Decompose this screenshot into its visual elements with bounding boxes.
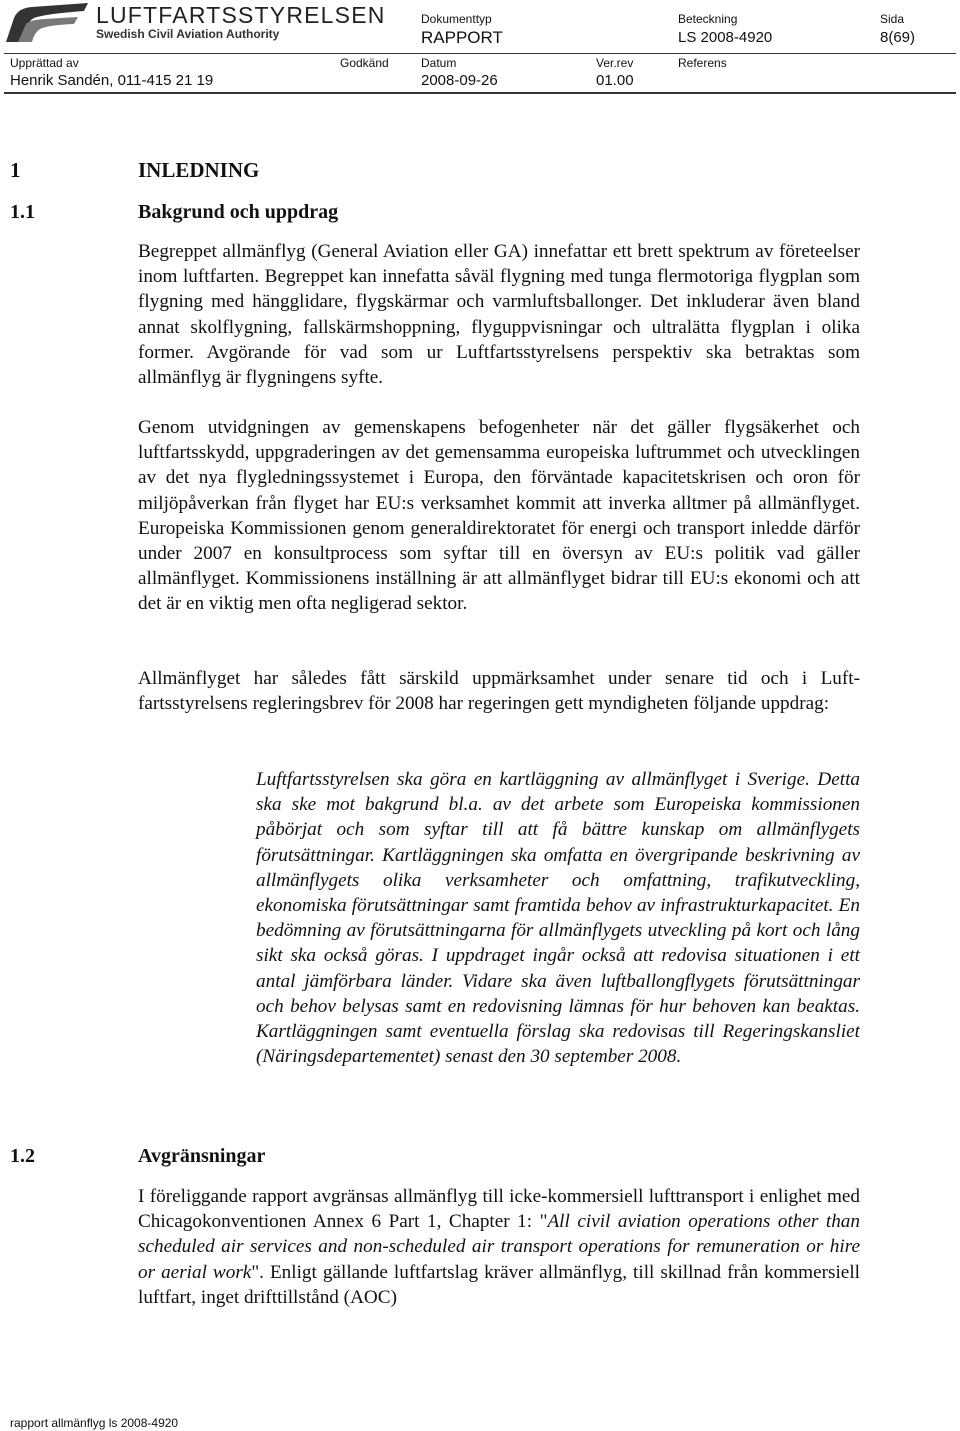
godkand-label: Godkänd <box>340 56 389 70</box>
paragraph-4-text-end: ". Enligt gällande luftfartslag kräver allmänflyg, till skillnad från kommersiell luftfart, inget drifttillstånd (AOC) <box>138 1261 860 1308</box>
paragraph-2: Genom utvidgningen av gemenskapens befogenheter när det gäller flygsäkerhet och luftfartsskydd, uppgraderingen av det gemensamma europeiska luftrummet och utvecklingen av det nya flygledningssystemet i Europa, den förväntade kapacitetskrisen och oron för miljöpåverkan från flyget har EU:s verksamhet kommit att inverka alltmer på allmänflyget. Europeiska Kommissionen genom generaldirektoratet för energi och transport inledde därför under 2007 en konsultprocess som syftar till en översyn av EU:s politik vad gäller allmänflyget. Kommissionens inställning är att allmänflyget bidrar till EU:s ekonomi och att det är en viktig men ofta negligerad sektor. <box>138 417 860 615</box>
paragraph-1: Begreppet allmänflyg (General Aviation eller GA) innefattar ett brett spektrum av företeelser inom luftfarten. Begreppet kan innefatta såväl flygning med tunga flermotoriga flygplan som flygning med hängglidare, flygskärmar och varmluftsballonger. Det inkluderar även bland annat skolflygning, fallskärmshoppning, flyguppvisningar och ultralätta flygplan i olika former. Avgörande för vad som ur Luftfartsstyrelsens perspektiv ska betraktas som allmänflyg är flygningens syfte. <box>138 241 860 389</box>
paragraph-4 <box>138 1184 860 1310</box>
section-1-1-title: Bakgrund och uppdrag <box>138 201 339 223</box>
paragraph-3: Allmänflyget har således fått särskild uppmärksamhet under senare tid och i Luftfartsstyrelsens regleringsbrev för 2008 har regeringen gett myndigheten följande uppdrag: <box>138 668 860 715</box>
beteckning-label: Beteckning <box>678 12 738 26</box>
sida-label: Sida <box>880 12 905 26</box>
heading-1-number: 1 <box>10 158 21 182</box>
agency-logo <box>4 2 404 44</box>
dokumenttyp-value: RAPPORT <box>421 28 503 47</box>
agency-name: LUFTFARTSSTYRELSEN <box>96 2 386 28</box>
upprattad-value: Henrik Sandén, 011-415 21 19 <box>10 72 214 89</box>
heading-1-title: INLEDNING <box>138 158 260 182</box>
section-1-2-number: 1.2 <box>10 1145 35 1167</box>
agency-subtitle: Swedish Civil Aviation Authority <box>96 27 280 41</box>
section-1-1-number: 1.1 <box>10 201 35 223</box>
footer-text: rapport allmänflyg ls 2008-4920 <box>10 1416 179 1430</box>
upprattad-label: Upprättad av <box>10 56 79 70</box>
header-divider-top <box>4 53 956 54</box>
verrev-label: Ver.rev <box>596 56 634 70</box>
aircraft-wing-logo-icon <box>4 2 90 44</box>
referens-label: Referens <box>678 56 727 70</box>
datum-value: 2008-09-26 <box>421 72 498 89</box>
beteckning-value: LS 2008-4920 <box>678 29 773 46</box>
verrev-value: 01.00 <box>596 72 634 89</box>
datum-label: Datum <box>421 56 457 70</box>
paragraph-4-text-start: I föreliggande rapport avgränsas allmänflyg till icke-kommersiell lufttransport i enlighet med Chicagokonventionen Annex 6 Part 1, Chapter 1: " <box>138 1186 860 1233</box>
sida-value: 8(69) <box>880 29 916 46</box>
header-divider-bottom <box>4 92 956 94</box>
dokumenttyp-label: Dokumenttyp <box>421 12 492 26</box>
paragraph-4-quote-italic: All civil aviation operations other than scheduled air services and non-scheduled air transport operations for remuneration or hire or aerial work <box>138 1211 860 1283</box>
assignment-quote: Luftfartsstyrelsen ska göra en kartläggning av allmänflyget i Sverige. Detta ska ske mot bakgrund bl.a. av det arbete som Europeiska kommissionen påbörjat och som syftar till att få bättre kunskap om allmänflygets förutsättningar. Kartläggningen ska omfatta en övergripande beskrivning av allmänflygets olika verksamheter och omfattning, trafikutveckling, ekonomiska förutsättningar samt framtida behov av infrastrukturkapacitet. En bedömning av förutsättningarna för allmänflygets utveckling på kort och lång sikt ska också göras. I uppdraget ingår också att redovisa situationen i ett antal jämförbara länder. Vidare ska även luftballongflygets förutsättningar och behov belysas samt en redovisning lämnas för hur behoven kan beaktas. Kartläggningen samt eventuella förslag ska redovisas till Regeringskansliet (Näringsdepartementet) senast den 30 september 2008. <box>256 769 860 1068</box>
section-1-2-title: Avgränsningar <box>138 1145 266 1167</box>
